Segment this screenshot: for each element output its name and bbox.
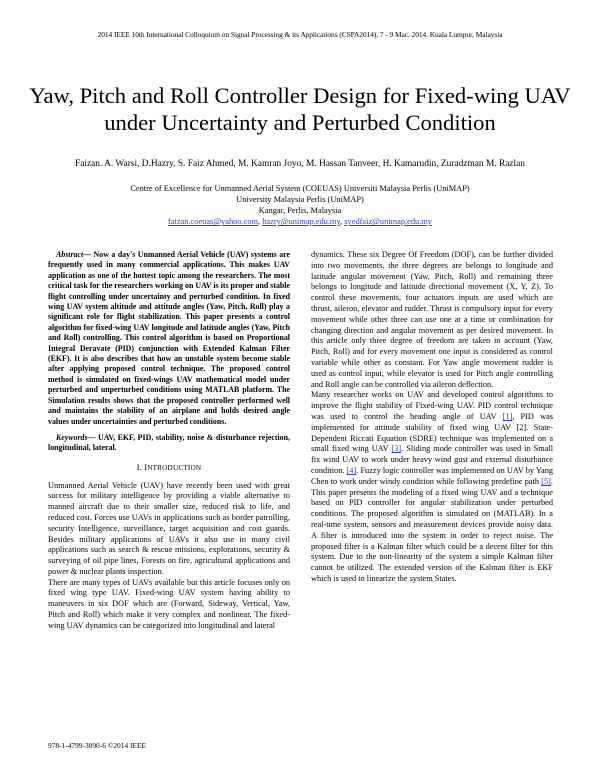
conference-header: 2014 IEEE 10th International Colloquium on Signal Processing & its Applications (CSPA2014), 7 - 9 Mac. 2014, Kuala Lumpur, Malaysia: [97, 30, 503, 39]
right-column: [311, 250, 553, 585]
citation-link-1[interactable]: [1]: [502, 411, 513, 421]
paper-title: Yaw, Pitch and Roll Controller Design for Fixed-wing UAV under Uncertainty and Perturbed Condition: [29, 83, 571, 135]
email-list: [80, 216, 520, 227]
email-link-syedfaiz[interactable]: syedfaiz@unimap.edu.my: [344, 217, 432, 227]
abstract-dash: —: [83, 250, 94, 259]
email-link-hazry[interactable]: hazry@unimap.edu.my: [262, 217, 341, 227]
citation-link-5[interactable]: [5]: [541, 476, 551, 486]
keywords: [48, 433, 290, 454]
section-initial: I: [144, 462, 148, 472]
email-link-faizan[interactable]: faizan.coeuas@yahoo.com: [168, 217, 259, 227]
text-run: . This paper presents the modeling of a fixed wing UAV and a technique based on PID controller for angular stabilization under perturbed conditions. The proposed algorithm is simulated on (MATLAB). In a real-time system, sensors and measurement devices provide noisy data. A filter is introduced into the system in order to reject noise. The proposed filter is a Kalman filter which could be a decent filter for this system. Due to the non-linearity of the system a simple Kalman filter cannot be utilized. The extended version of the Kalman filter is EKF which is used to linearize the system States.: [311, 476, 553, 583]
keywords-text: UAV, EKF, PID, stability, noise & disturbance rejection, longitudinal, lateral.: [48, 432, 290, 453]
citation-link-3[interactable]: [3]: [391, 444, 402, 454]
body-paragraph-related-work: [311, 390, 553, 584]
text-run: , PID was implemented for attitude stability of fixed wing UAV [2]. State-Dependent Riccati Equation (SDRE) technique was implemented on a small fixed wing UAV: [311, 411, 553, 454]
text-run: Many researcher works on UAV and developed control algorithms to improve the flight stability of Fixed-wing UAV. PID control technique was used to control the heading angle of UAV: [311, 390, 553, 421]
section-title-rest: NTRODUCTION: [147, 463, 202, 472]
abstract: [48, 250, 290, 427]
keywords-dash: —: [87, 432, 99, 442]
isbn-footer: 978-1-4799-3090-6 ©2014 IEEE: [48, 741, 146, 750]
abstract-label: Abstract: [56, 250, 84, 259]
text-run: . Fuzzy logic controller was implemented on UAV by Yang Chen to work under windy condition while following predefine path: [311, 465, 553, 486]
citation-link-4[interactable]: [4]: [346, 465, 357, 475]
text-run: . Sliding mode controller was used in Small fix wind UAV to work under heavy wind gust and external disturbance condition.: [311, 444, 554, 475]
email-separator: ,: [258, 217, 263, 227]
left-column: [48, 250, 290, 632]
section-number: I.: [136, 462, 145, 472]
author-list: Faizan. A. Warsi, D.Hazry, S. Faiz Ahmed, M. Kamran Joyo, M. Hassan Tanveer, H. Kamarudin, Zuradzman M. Razlan: [74, 159, 525, 169]
section-heading-introduction: [48, 463, 290, 474]
affiliation-line: University Malaysia Perlis (UniMAP): [236, 195, 364, 205]
intro-paragraph-1: Unmanned Aerial Vehicle (UAV) have recently been used with great success for military intelligence by providing a viable alternative to manned aircraft due to their smaller size, reduced risk to life, and reduced cost. Forces use UAVs in applications such as border patrolling, security Intelligence, surveillance, target acquisition and cost guards. Besides military applications of UAVs it also use in many civil applications such as search & rescue missions, explorations, security & surveying of oil pipe lines, Forests on fire, agricultural applications and power & nuclear plants inspection.: [48, 480, 290, 576]
affiliation-line: Kangar, Perlis, Malaysia: [258, 206, 342, 216]
body-paragraph-dynamics: dynamics. These six Degree Of Freedom (DOF), can be further divided into two movements, the three degrees are belongs to longitude and latitude angular movement (Yaw, Pitch, Roll) and remaining three belongs to longitude and latitude directional movement (X, Y, Z). To control these movements, four actuators inputs are used which are thrust, aileron, elevator and rudder. Thrust is compulsory input for every movement while other three can use one at a time or combination for changing direction and angular movement as per desired movement. In this article only three degree of freedom are taken in account (Yaw, Pitch, Roll) and for every movement one input is considered as control variable while other as constant. For Yaw angle movement rudder is used as control input, while elevator is used for Pitch angle controlling and Roll angle can be controlled via aileron deflection.: [311, 250, 553, 389]
keywords-label: Keywords: [56, 432, 88, 442]
email-separator: ,: [340, 217, 345, 227]
abstract-text: Now a day's Unmanned Aerial Vehicle (UAV) systems are frequently used in many commercial applications. This makes UAV application as one of the hottest topic among the researchers. The most critical task for the researchers working on UAV is its proper and stable flight controlling under uncertainty and perturbed condition. In fixed wing UAV system altitude and attitude angles (Yaw, Pitch, Roll) play a significant role for flight stabilization. This paper presents a control algorithm for fixed-wing UAV longitude and latitude angles (Yaw, Pitch and Roll) controlling. This control algorithm is based on Proportional Integral Deravate (PID) conjunction with Extended Kalman Filter (EKF). It is also describes that how an unstable system become stable after applying proposed control technique. The proposed control method is simulated on fixed-wings UAV mathematical model under perturbed and unperturbed conditions using MATLAB platform. The Simulation results shows that the proposed controller performed well and maintains the stability of an airplane and holds desired angle values under uncertainties and perturbed conditions.: [48, 250, 290, 426]
affiliation-line: Centre of Excellence for Unmanned Aerial System (COEUAS) Universiti Malaysia Perlis (UniMAP): [130, 184, 470, 193]
intro-paragraph-2: There are many types of UAVs available but this article focuses only on fixed wing type UAV. Fixed-wing UAV system having ability to maneuvers in six DOF which are (Forward, Sideway, Vertical, Yaw, Pitch and Roll) which make it very complex and nonlinear. The fixed-wing UAV dynamics can be categorized into longitudinal and lateral: [48, 577, 290, 630]
affiliation-block: [80, 183, 520, 227]
